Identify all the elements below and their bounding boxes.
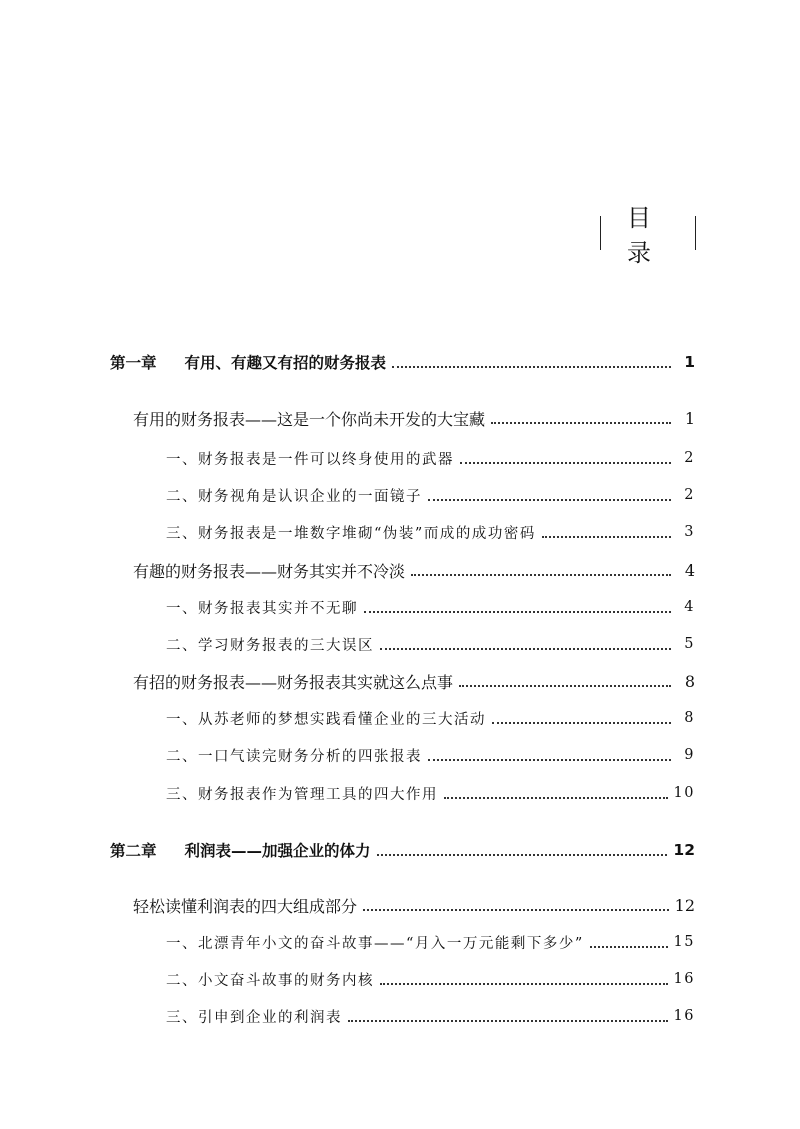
toc-item[interactable] xyxy=(0,518,800,546)
toc-item[interactable] xyxy=(0,1002,800,1030)
toc-item[interactable] xyxy=(0,965,800,993)
page-number: 2 xyxy=(684,450,695,466)
leader-dots xyxy=(428,758,671,761)
leader-dots xyxy=(590,945,668,948)
item-title: 二、小文奋斗故事的财务内核 xyxy=(166,972,374,989)
item-title: 三、引申到企业的利润表 xyxy=(166,1009,342,1026)
leader-dots xyxy=(377,853,668,856)
page-number: 8 xyxy=(684,671,695,691)
toc-item[interactable] xyxy=(0,779,800,807)
page-number: 16 xyxy=(673,971,695,987)
leader-dots xyxy=(444,796,668,799)
leader-dots xyxy=(380,647,671,650)
page-number: 12 xyxy=(674,895,695,915)
page-number: 2 xyxy=(684,487,695,503)
section-title: 轻松读懂利润表的四大组成部分 xyxy=(133,896,358,916)
chapter-number: 第二章 xyxy=(110,842,157,860)
chapter-title: 有用、有趣又有招的财务报表 xyxy=(184,354,387,372)
toc-item[interactable] xyxy=(0,481,800,509)
toc-section[interactable] xyxy=(0,667,800,695)
item-title: 一、财务报表其实并不无聊 xyxy=(166,600,358,617)
leader-dots xyxy=(492,721,671,724)
toc-item[interactable] xyxy=(0,593,800,621)
page-number: 12 xyxy=(673,841,695,859)
toc-section[interactable] xyxy=(0,404,800,432)
leader-dots xyxy=(363,908,669,911)
toc-chapter[interactable] xyxy=(0,836,800,864)
page-number: 15 xyxy=(673,934,695,950)
page-number: 10 xyxy=(673,785,695,801)
page-number: 4 xyxy=(684,599,695,615)
page-number: 1 xyxy=(684,408,695,428)
section-title: 有趣的财务报表——财务其实并不冷淡 xyxy=(133,561,406,581)
item-title: 二、一口气读完财务分析的四张报表 xyxy=(166,748,422,765)
page-number: 5 xyxy=(684,636,695,652)
item-title: 三、财务报表是一堆数字堆砌“伪装”而成的成功密码 xyxy=(166,525,536,542)
item-title: 一、从苏老师的梦想实践看懂企业的三大活动 xyxy=(166,711,486,728)
leader-dots xyxy=(491,421,671,424)
toc-item[interactable] xyxy=(0,630,800,658)
leader-dots xyxy=(364,610,671,613)
page-number: 3 xyxy=(684,524,695,540)
toc-heading: 目录 xyxy=(600,216,696,250)
leader-dots xyxy=(428,498,671,501)
item-title: 三、财务报表作为管理工具的四大作用 xyxy=(166,786,438,803)
toc-item[interactable] xyxy=(0,444,800,472)
leader-dots xyxy=(380,982,668,985)
page-number: 9 xyxy=(684,747,695,763)
toc-item[interactable] xyxy=(0,704,800,732)
page-number: 16 xyxy=(673,1008,695,1024)
toc-item[interactable] xyxy=(0,928,800,956)
page-number: 8 xyxy=(684,710,695,726)
leader-dots xyxy=(460,461,671,464)
item-title: 一、北漂青年小文的奋斗故事——“月入一万元能剩下多少” xyxy=(166,935,584,952)
item-title: 二、财务视角是认识企业的一面镜子 xyxy=(166,488,422,505)
toc-item[interactable] xyxy=(0,741,800,769)
leader-dots xyxy=(459,684,671,687)
item-title: 二、学习财务报表的三大误区 xyxy=(166,637,374,654)
chapter-number: 第一章 xyxy=(110,354,157,372)
toc-section[interactable] xyxy=(0,891,800,919)
leader-dots xyxy=(348,1019,668,1022)
section-title: 有用的财务报表——这是一个你尚未开发的大宝藏 xyxy=(133,409,486,429)
toc-chapter[interactable] xyxy=(0,348,800,376)
leader-dots xyxy=(392,365,671,368)
section-title: 有招的财务报表——财务报表其实就这么点事 xyxy=(133,672,454,692)
page-number: 1 xyxy=(684,353,695,371)
page-number: 4 xyxy=(684,560,695,580)
leader-dots xyxy=(411,573,671,576)
chapter-title: 利润表——加强企业的体力 xyxy=(184,842,371,860)
item-title: 一、财务报表是一件可以终身使用的武器 xyxy=(166,451,454,468)
toc-section[interactable] xyxy=(0,556,800,584)
leader-dots xyxy=(542,535,671,538)
